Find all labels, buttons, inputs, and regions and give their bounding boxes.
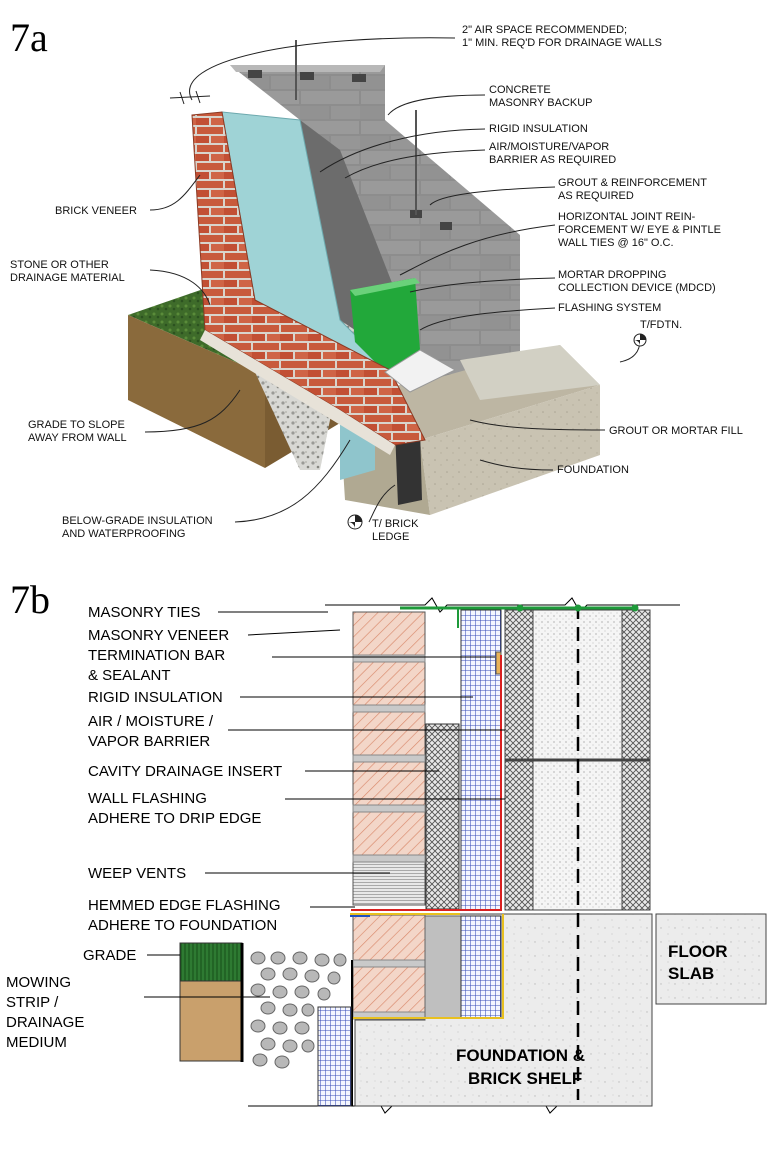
panel-7a	[0, 0, 768, 555]
callout-rigid-insulation: RIGID INSULATION	[489, 123, 588, 135]
callout-cmu-2: MASONRY BACKUP	[489, 97, 593, 109]
rigid-insulation-section	[461, 610, 501, 910]
callout-weep-vents: WEEP VENTS	[88, 865, 187, 882]
callout-hemmed-2: ADHERE TO FOUNDATION	[88, 917, 278, 934]
figure-label-7b: 7b	[10, 577, 50, 622]
callout-joint-3: WALL TIES @ 16" O.C.	[558, 237, 674, 249]
callout-mowing-4: MEDIUM	[6, 1034, 67, 1051]
callout-joint-2: FORCEMENT W/ EYE & PINTLE	[558, 224, 721, 236]
callout-stone-1: STONE OR OTHER	[10, 259, 109, 271]
callout-mdcd-2: COLLECTION DEVICE (MDCD)	[558, 282, 716, 294]
callout-stone-2: DRAINAGE MATERIAL	[10, 272, 125, 284]
brick-ledge-elevation-icon	[348, 515, 362, 529]
label-floor-slab-1: FLOOR	[668, 942, 728, 961]
callout-barrier-1: AIR/MOISTURE/VAPOR	[489, 141, 610, 153]
callout-masonry-veneer: MASONRY VENEER	[88, 627, 230, 644]
callout-mowing-1: MOWING	[6, 974, 71, 991]
callout-flashing: FLASHING SYSTEM	[558, 302, 662, 314]
panel-7b	[0, 560, 768, 1160]
callout-brick-ledge-2: LEDGE	[372, 531, 410, 543]
tfdtn-elevation-icon	[634, 334, 646, 346]
weep-vent	[353, 862, 425, 905]
wall-section-3d-illustration	[0, 0, 768, 555]
callout-termination-1: TERMINATION BAR	[88, 647, 226, 664]
callout-grout-fill: GROUT OR MORTAR FILL	[609, 425, 743, 437]
masonry-veneer-courses	[353, 612, 425, 1019]
figure-label-7a: 7a	[10, 15, 48, 60]
grade-grass	[180, 943, 242, 981]
label-floor-slab-2: SLAB	[668, 964, 715, 983]
callout-air-space-1: 2" AIR SPACE RECOMMENDED;	[462, 24, 628, 36]
callout-grade: GRADE	[83, 947, 137, 964]
below-grade-insulation-section	[318, 1007, 351, 1106]
callout-air-space-2: 1" MIN. REQ'D FOR DRAINAGE WALLS	[462, 37, 662, 49]
callout-wall-flashing-2: ADHERE TO DRIP EDGE	[88, 810, 262, 827]
callout-tfdtn: T/FDTN.	[640, 319, 683, 331]
cavity-grout-fill	[425, 916, 461, 1018]
callout-foundation: FOUNDATION	[557, 464, 629, 476]
callout-hemmed-1: HEMMED EDGE FLASHING	[88, 897, 281, 914]
callout-joint-1: HORIZONTAL JOINT REIN-	[558, 211, 696, 223]
callout-brick-ledge-1: T/ BRICK	[372, 518, 419, 530]
label-foundation-2: BRICK SHELF	[468, 1069, 583, 1088]
callout-masonry-ties: MASONRY TIES	[88, 604, 201, 621]
callout-grout-1: GROUT & REINFORCEMENT	[558, 177, 707, 189]
callout-mdcd-1: MORTAR DROPPING	[558, 269, 667, 281]
callout-mowing-2: STRIP /	[6, 994, 59, 1011]
callout-wall-flashing-1: WALL FLASHING	[88, 790, 207, 807]
grade-soil	[180, 981, 242, 1061]
callout-grade-1: GRADE TO SLOPE	[28, 419, 125, 431]
callout-below-grade-1: BELOW-GRADE INSULATION	[62, 515, 213, 527]
callout-grade-2: AWAY FROM WALL	[28, 432, 127, 444]
callout-grout-2: AS REQUIRED	[558, 190, 634, 202]
cavity-drainage-insert	[426, 724, 459, 909]
callout-brick-veneer: BRICK VENEER	[55, 205, 137, 217]
wall-section-2d-detail	[0, 560, 768, 1160]
callout-below-grade-2: AND WATERPROOFING	[62, 528, 186, 540]
callout-cmu-1: CONCRETE	[489, 84, 551, 96]
callout-rigid-insulation: RIGID INSULATION	[88, 689, 223, 706]
callout-mowing-3: DRAINAGE	[6, 1014, 85, 1031]
callout-barrier-2: VAPOR BARRIER	[88, 733, 211, 750]
callout-cavity-insert: CAVITY DRAINAGE INSERT	[88, 763, 283, 780]
callout-termination-2: & SEALANT	[88, 667, 171, 684]
label-foundation-1: FOUNDATION &	[456, 1046, 586, 1065]
callout-barrier-2: BARRIER AS REQUIRED	[489, 154, 617, 166]
callout-barrier-1: AIR / MOISTURE /	[88, 713, 214, 730]
